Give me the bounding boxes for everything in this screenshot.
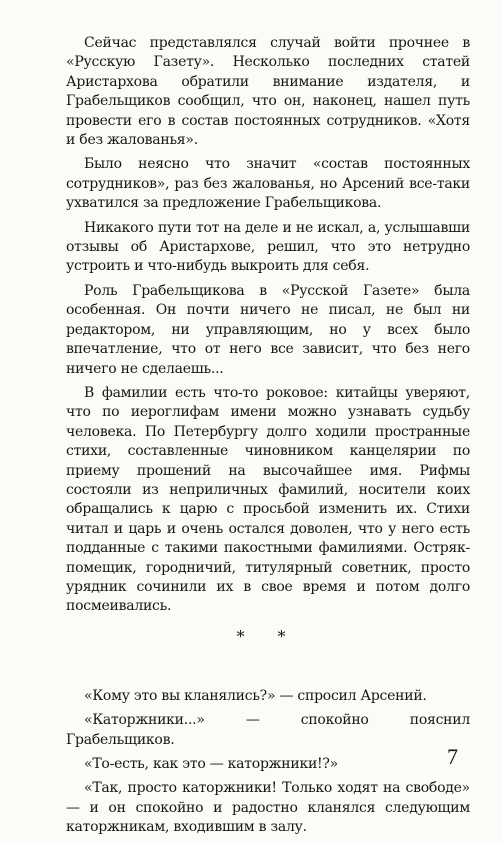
dialogue-line-2: «Каторжники...» — спокойно пояснил Грабельщиков.	[66, 712, 470, 748]
paragraph-3: Никакого пути тот на деле и не искал, а, услышавши отзывы об Аристархове, решил, что это нетрудно устроить и что-нибудь выкроить для себя.	[66, 219, 470, 275]
page-body	[66, 34, 470, 843]
page-number: 7	[447, 744, 458, 769]
paragraph-1: Сейчас представлялся случай войти прочнее в «Русскую Газету». Несколько последних статей Аристархова обратили внимание издателя, и Грабельщиков сообщил, что он, наконец, нашел путь провести его в состав постоянных сотрудников. «Хотя и без жалованья».	[66, 35, 470, 149]
paragraph-5: В фамилии есть что-то роковое: китайцы уверяют, что по иероглифам имени можно узнавать судьбу человека. По Петербургу долго ходили пространные стихи, составленные чиновником канцелярии по приему прошений на высочайшее имя. Рифмы состояли из неприличных фамилий, носители коих обращались к царю с просьбой изменить их. Стихи читал и царь и очень остался доволен, что у него есть подданные с такими пакостными фамилиями. Остряк-помещик, городничий, титулярный советник, просто урядник сочинили их в свое время и потом долго посмеивались.	[66, 384, 470, 615]
dialogue-line-1: «Кому это вы кланялись?» — спросил Арсений.	[84, 687, 427, 704]
paragraph-4: Роль Грабельщикова в «Русской Газете» была особенная. Он почти ничего не писал, не был ни редактором, ни управляющим, но у всех было впечатление, что от него все зависит, что без него ничего не сделаешь...	[66, 282, 470, 377]
paragraph-2: Было неясно что значит «состав постоянных сотрудников», раз без жалованья, но Арсений все-таки ухватился за предложение Грабельщикова.	[66, 156, 470, 212]
dialogue-line-3: «То-есть, как это — каторжники!?»	[84, 756, 338, 772]
section-separator: * *	[236, 626, 300, 646]
dialogue-line-4: «Так, просто каторжники! Только ходят на свободе» — и он спокойно и радостно кланялся следующим каторжникам, входившим в залу.	[66, 780, 470, 836]
